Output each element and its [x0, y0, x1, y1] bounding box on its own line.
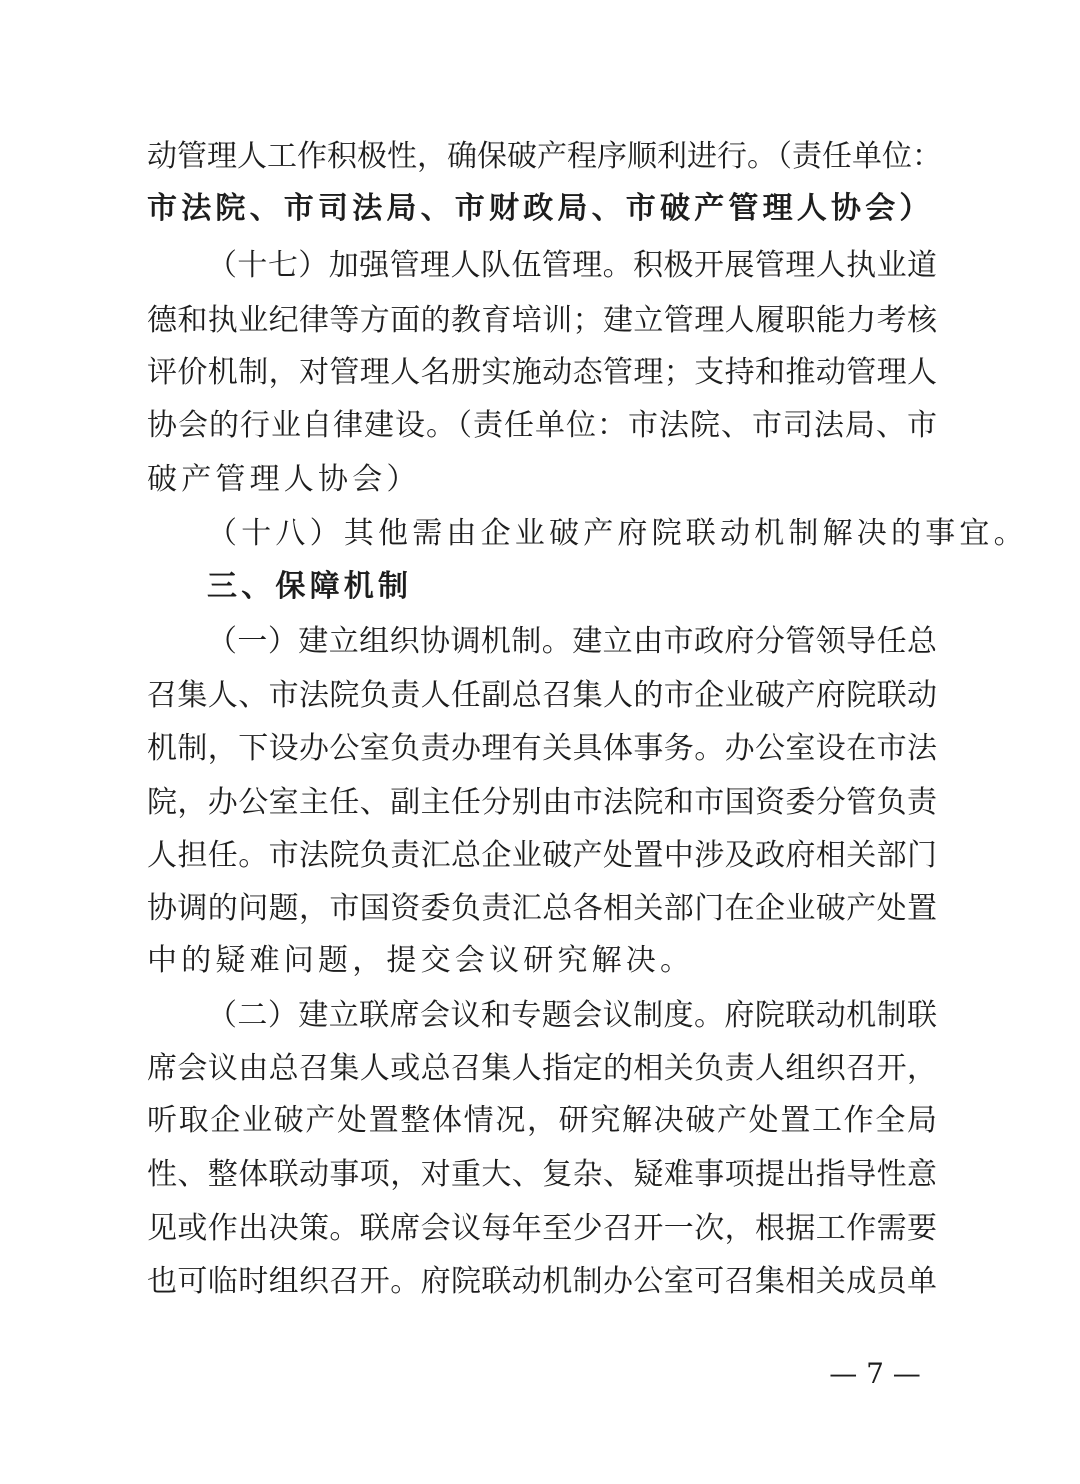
section-heading: 三、保障机制 — [207, 569, 413, 604]
body-text-line: 席会议由总召集人或总召集人指定的相关负责人组织召开， — [147, 1051, 937, 1086]
body-text-line: （十七）加强管理人队伍管理。积极开展管理人执业道 — [207, 248, 937, 283]
body-text-line: 中的疑难问题，提交会议研究解决。 — [147, 943, 695, 978]
body-text-line: 召集人、市法院负责人任副总召集人的市企业破产府院联动 — [147, 678, 937, 713]
body-text-line: 机制，下设办公室负责办理有关具体事务。办公室设在市法 — [147, 731, 937, 766]
body-text-line: 协会的行业自律建设。（责任单位：市法院、市司法局、市 — [147, 408, 937, 443]
body-text-line: 也可临时组织召开。府院联动机制办公室可召集相关成员单 — [147, 1264, 937, 1299]
body-text-line: （一）建立组织协调机制。建立由市政府分管领导任总 — [207, 624, 937, 659]
body-text-line: 院，办公室主任、副主任分别由市法院和市国资委分管负责 — [147, 785, 937, 820]
body-text-line: 市法院、市司法局、市财政局、市破产管理人协会） — [147, 191, 934, 226]
body-text-line: 破产管理人协会） — [147, 462, 421, 497]
body-text-line: 性、整体联动事项，对重大、复杂、疑难事项提出指导性意 — [147, 1157, 937, 1192]
body-text-line: （十八）其他需由企业破产府院联动机制解决的事宜。 — [207, 516, 1028, 551]
body-text-line: 德和执业纪律等方面的教育培训；建立管理人履职能力考核 — [147, 303, 937, 338]
body-text-line: 动管理人工作积极性，确保破产程序顺利进行。（责任单位： — [147, 139, 942, 174]
body-text-line: 见或作出决策。联席会议每年至少召开一次，根据工作需要 — [147, 1211, 937, 1246]
page-number: — 7 — — [829, 1357, 921, 1390]
body-text-line: 评价机制，对管理人名册实施动态管理；支持和推动管理人 — [147, 355, 937, 390]
body-text-line: 听取企业破产处置整体情况，研究解决破产处置工作全局 — [147, 1103, 937, 1138]
body-text-line: （二）建立联席会议和专题会议制度。府院联动机制联 — [207, 998, 937, 1033]
body-text-line: 人担任。市法院负责汇总企业破产处置中涉及政府相关部门 — [147, 838, 937, 873]
body-text-line: 协调的问题，市国资委负责汇总各相关部门在企业破产处置 — [147, 891, 937, 926]
